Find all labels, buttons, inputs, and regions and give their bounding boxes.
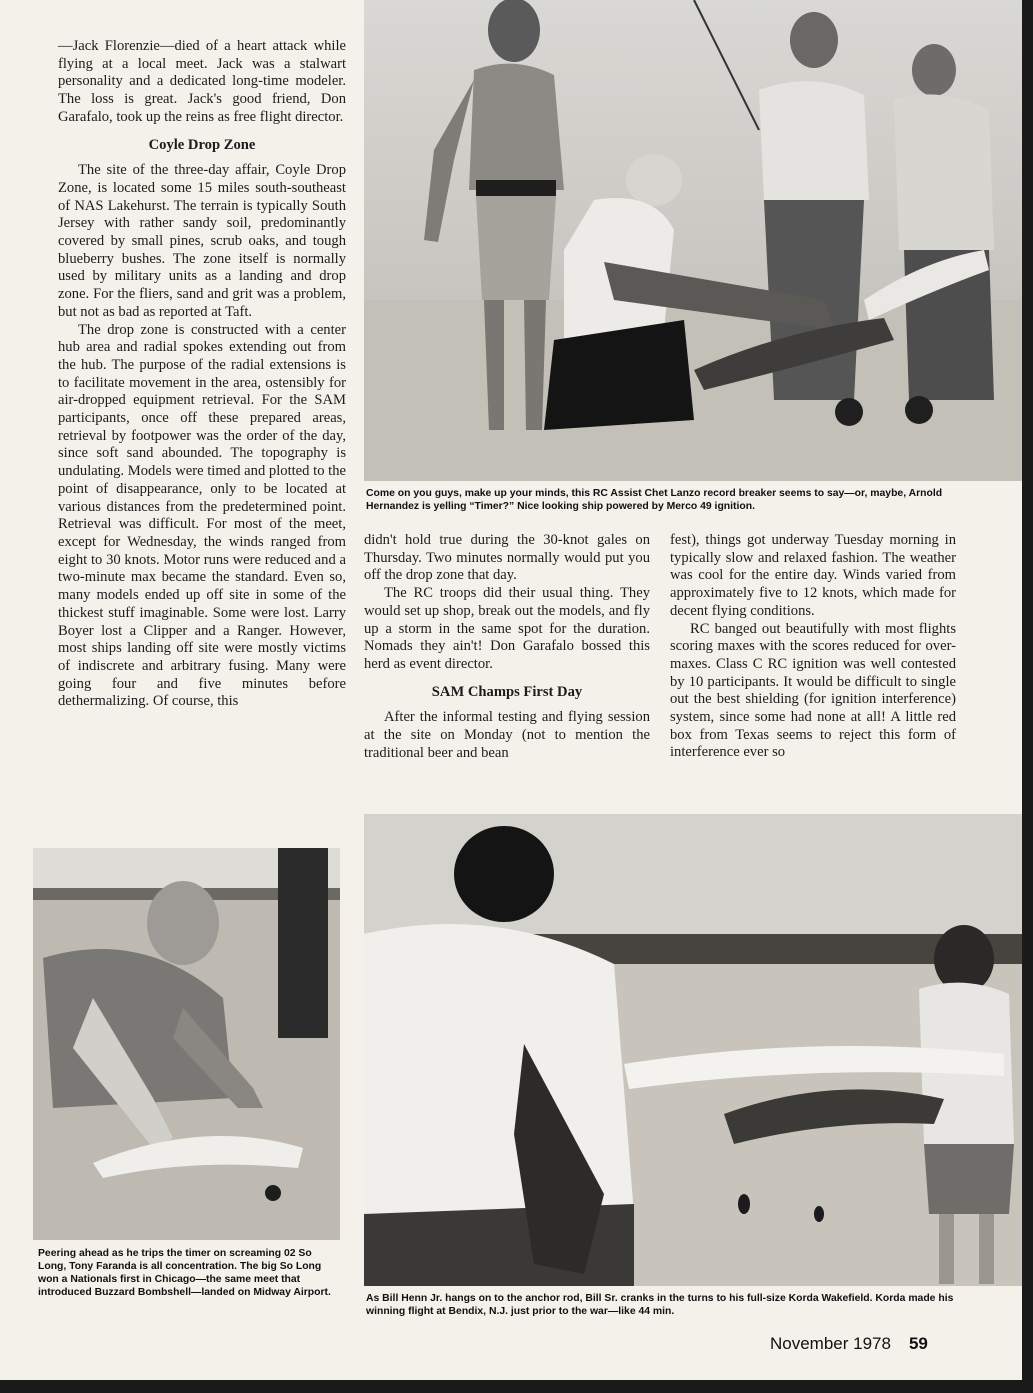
- caption-top-photo: Come on you guys, make up your minds, this RC Assist Chet Lanzo record breaker seems to say—or, maybe, Arnold Hernandez is yelling “Timer?” Nice looking ship powered by Merco 49 ignition.: [366, 488, 943, 512]
- photo-korda-image: [364, 814, 1022, 1286]
- column-2: [364, 532, 650, 762]
- photo-rc-assist-launch: [364, 0, 1022, 481]
- subhead-sam-champs-first-day: SAM Champs First Day: [431, 683, 583, 700]
- page-folio: [770, 1334, 928, 1354]
- col2-paragraph-3: After the informal testing and flying session at the site on Monday (not to mention the traditional beer and bean: [364, 709, 650, 761]
- column-1: [58, 38, 346, 711]
- subhead-coyle-drop-zone: Coyle Drop Zone: [148, 136, 256, 153]
- col3-paragraph-2: RC banged out beautifully with most flights scoring maxes with the scores reduced for over-maxes. Class C RC ignition was well contested by 10 participants. It would be difficult to single out the best shielding (for ignition interference) system, since some had none at all! A little red box from Texas seems to reject this form of interference ever so: [670, 620, 956, 761]
- col1-paragraph-1: —Jack Florenzie—died of a heart attack while flying at a local meet. Jack was a stalwart personality and a dedicated long-time modeler. The loss is great. Jack's good friend, Don Garafalo, took up the reins as free flight director.: [58, 38, 346, 125]
- caption-bottom-left-photo: Peering ahead as he trips the timer on screaming 02 So Long, Tony Faranda is all concentration. The big So Long won a Nationals first in Chicago—the same meet that introduced Buzzard Bombshell—landed on Midway Airport.: [38, 1248, 331, 1298]
- photo-so-long-timer: [33, 848, 340, 1240]
- photo-korda-wakefield: [364, 814, 1022, 1286]
- page-number: 59: [908, 1334, 928, 1353]
- issue-date: November 1978: [770, 1334, 891, 1353]
- col1-paragraph-3: The drop zone is constructed with a center hub area and radial spokes extending out from the hub. The purpose of the radial extensions is to facilitate movement in the area, ostensibly for air-dropped equipment retrieval. For the SAM participants, once off these prepared areas, retrieval by footpower was the order of the day, since soft sand abounded. The topography is undulating. Models were timed and plotted to the point of disappearance, only to be located at various distances from the predetermined point. Retrieval was difficult. For most of the meet, except for Wednesday, the winds ranged from eight to 30 knots. Motor runs were reduced and a two-minute max became the standard. Even so, many models ended up off site in some of the thickest stuff imaginable. Some were lost. Larry Boyer lost a Clipper and a Ranger. However, most ships landing off site were mostly victims of indiscrete and arbitrary fusing. Many were going four and five minutes before dethermalizing. Of course, this: [58, 321, 346, 710]
- col2-paragraph-2: The RC troops did their usual thing. They would set up shop, break out the models, and fly up a storm in the same spot for the duration. Nomads they ain't! Don Garafalo bossed this herd as event director.: [364, 585, 650, 672]
- photo-so-long-image: [33, 848, 340, 1240]
- col1-paragraph-2: The site of the three-day affair, Coyle Drop Zone, is located some 15 miles south-southeast of NAS Lakehurst. The terrain is typically South Jersey with rather sandy soil, predominantly covered by small pines, scrub oaks, and tough blueberry bushes. The zone itself is normally used by military units as a landing and drop zone. For the fliers, sand and grit was a problem, but not as bad as reported at Taft.: [58, 162, 346, 320]
- column-3: [670, 532, 956, 762]
- col3-paragraph-1: fest), things got underway Tuesday morning in typically slow and relaxed fashion. The weather was cool for the entire day. Winds varied from approximately five to 12 knots, which made for decent flying conditions.: [670, 532, 956, 619]
- caption-bottom-right-photo: As Bill Henn Jr. hangs on to the anchor rod, Bill Sr. cranks in the turns to his full-size Korda Wakefield. Korda made his winning flight at Bendix, N.J. just prior to the war—like 44 min.: [366, 1293, 954, 1317]
- photo-rc-assist-image: [364, 0, 1022, 481]
- col2-paragraph-1: didn't hold true during the 30-knot gales on Thursday. Two minutes normally would put you off the drop zone that day.: [364, 532, 650, 584]
